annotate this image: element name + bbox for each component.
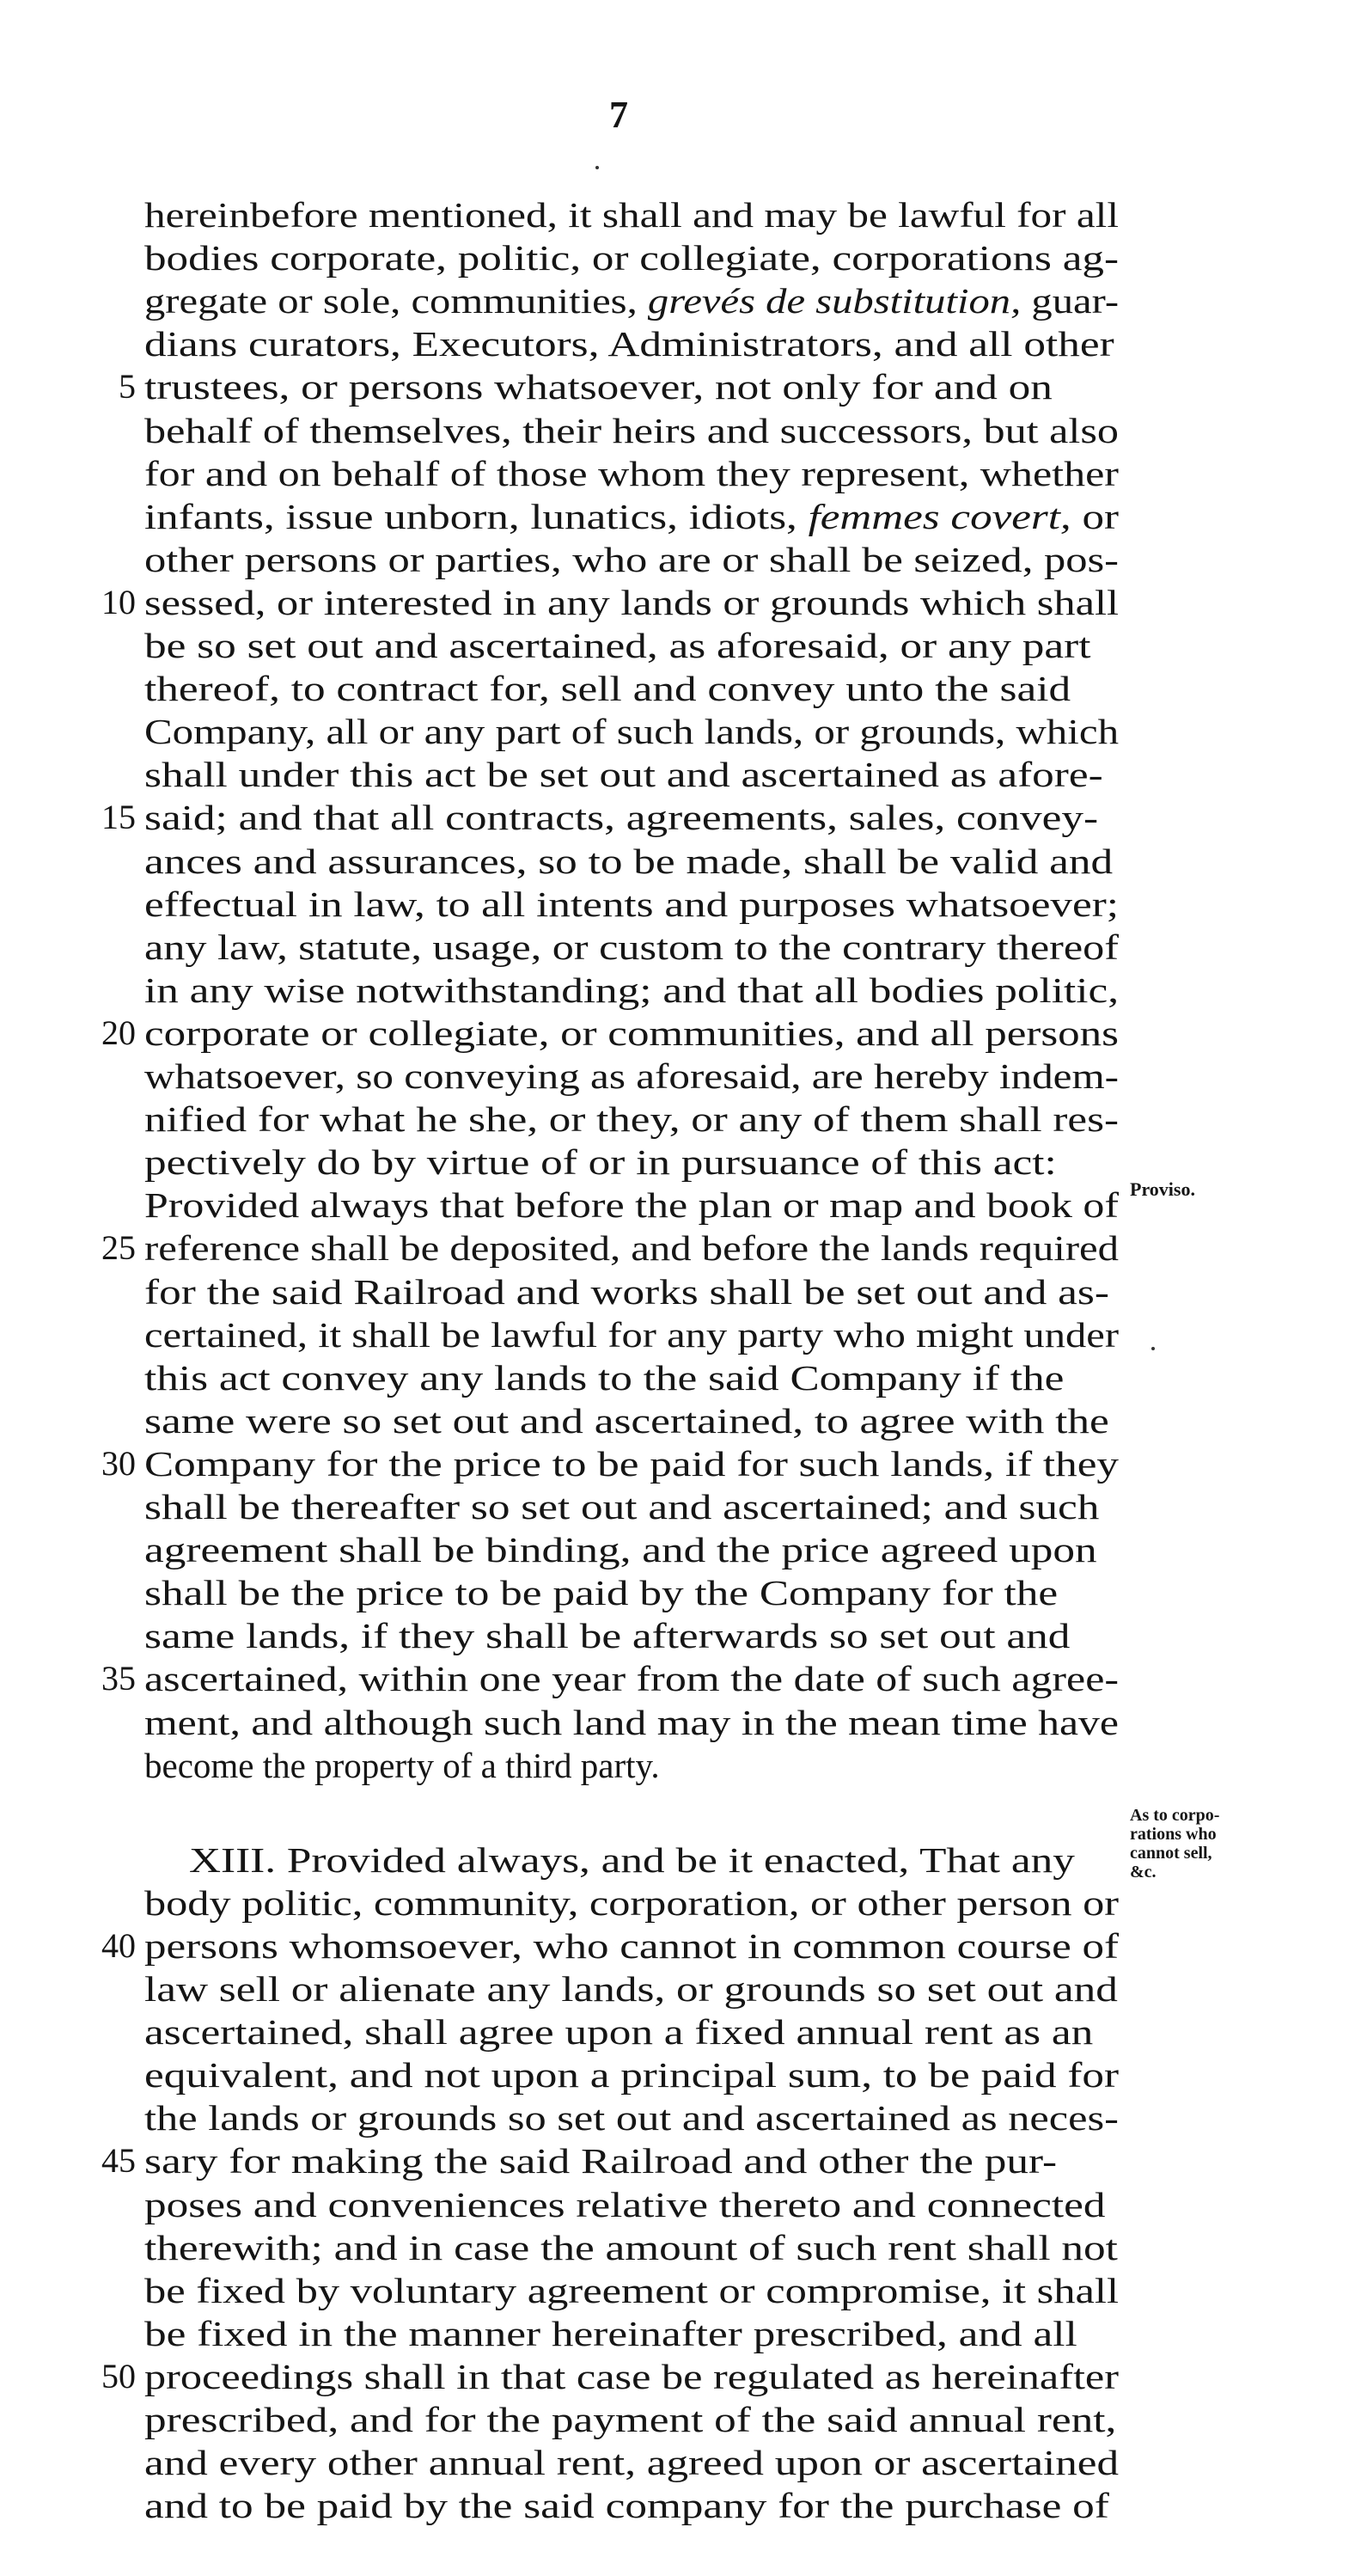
text-line xyxy=(189,1839,1119,1882)
margin-note-line: Proviso. xyxy=(1130,1178,1195,1200)
text-segment: shall be thereafter so set out and ascertained; and such xyxy=(144,1487,1100,1527)
text-segment: bodies corporate, politic, or collegiate, corporations ag- xyxy=(144,238,1119,278)
text-line xyxy=(144,409,1119,452)
text-line-content xyxy=(144,2355,1119,2398)
text-segment: for the said Railroad and works shall be set out and as- xyxy=(144,1271,1109,1312)
text-line xyxy=(144,581,1119,624)
text-line xyxy=(144,753,1119,796)
text-segment: be fixed by voluntary agreement or compromise, it shall xyxy=(144,2270,1119,2310)
text-line-content xyxy=(144,1485,1099,1528)
print-speck xyxy=(1151,1347,1155,1350)
text-segment: be fixed in the manner hereinafter prescribed, and all xyxy=(144,2313,1077,2353)
margin-note-line: As to corpo- xyxy=(1130,1806,1220,1825)
text-line xyxy=(144,1485,1119,1528)
text-segment: poses and conveniences relative thereto and connected xyxy=(144,2184,1106,2224)
text-line-content xyxy=(144,710,1119,753)
text-line-content xyxy=(144,1924,1119,1967)
text-line xyxy=(144,1184,1119,1227)
text-segment: Company, all or any part of such lands, or grounds, which xyxy=(144,712,1120,752)
text-line xyxy=(144,1055,1119,1098)
text-line-content xyxy=(144,538,1119,581)
text-segment: guar- xyxy=(1021,281,1120,321)
italic-text: grevés de substitution, xyxy=(647,281,1022,321)
text-line xyxy=(144,2269,1119,2312)
text-segment: ascertained, shall agree upon a fixed annual rent as an xyxy=(144,2012,1094,2053)
text-line-content xyxy=(144,2484,1109,2527)
text-line xyxy=(144,2010,1119,2053)
text-line xyxy=(144,1227,1119,1270)
text-segment: XIII. Provided always, and be it enacted, That any xyxy=(189,1839,1075,1880)
margin-note-line: cannot sell, xyxy=(1130,1844,1212,1863)
text-line xyxy=(144,796,1119,839)
text-line xyxy=(144,1012,1119,1055)
line-number: 20 xyxy=(101,1013,136,1052)
text-line xyxy=(144,2484,1119,2527)
text-line xyxy=(144,1356,1119,1399)
text-line xyxy=(144,1701,1119,1744)
text-line-content xyxy=(144,193,1119,236)
margin-note-line: rations who xyxy=(1130,1825,1217,1844)
text-segment: dians curators, Executors, Administrators, and all other xyxy=(144,324,1114,364)
line-number: 25 xyxy=(101,1228,136,1268)
text-line-content xyxy=(144,1141,1057,1184)
text-segment: shall under this act be set out and ascertained as afore- xyxy=(144,755,1103,795)
text-line xyxy=(144,2355,1119,2398)
text-segment: law sell or alienate any lands, or grounds so set out and xyxy=(144,1969,1118,2009)
text-line xyxy=(144,236,1119,279)
text-line xyxy=(144,1141,1119,1184)
text-line-content xyxy=(144,926,1119,969)
text-line-content xyxy=(144,1098,1119,1141)
text-line-content xyxy=(144,1657,1119,1700)
text-line xyxy=(144,710,1119,753)
text-line-content xyxy=(144,365,1053,408)
text-line xyxy=(144,1313,1119,1356)
text-line xyxy=(144,538,1119,581)
text-line-content xyxy=(144,2053,1119,2096)
text-line xyxy=(144,452,1119,495)
text-segment: or xyxy=(1071,496,1119,536)
text-line-content xyxy=(144,1184,1119,1227)
text-segment: corporate or collegiate, or communities, and all persons xyxy=(144,1013,1120,1053)
text-line xyxy=(144,2226,1119,2269)
line-number: 50 xyxy=(101,2356,136,2395)
text-segment: therewith; and in case the amount of such rent shall not xyxy=(144,2227,1118,2267)
text-line xyxy=(144,2096,1119,2139)
text-segment: Company for the price to be paid for such lands, if they xyxy=(144,1443,1120,1484)
text-segment: thereof, to contract for, sell and convey unto the said xyxy=(144,669,1071,709)
text-line xyxy=(144,322,1119,365)
text-segment: the lands or grounds so set out and ascertained as neces- xyxy=(144,2098,1119,2139)
text-line xyxy=(144,969,1119,1012)
text-line-content xyxy=(144,624,1090,667)
text-segment: be so set out and ascertained, as aforesaid, or any part xyxy=(144,626,1091,665)
text-segment: infants, issue unborn, lunatics, idiots, xyxy=(144,496,809,536)
text-line xyxy=(144,1270,1119,1313)
text-line-content xyxy=(144,1055,1119,1098)
text-segment: prescribed, and for the payment of the said annual rent, xyxy=(144,2400,1117,2439)
text-segment: same lands, if they shall be afterwards so set out and xyxy=(144,1616,1071,1656)
text-segment: sessed, or interested in any lands or grounds which shall xyxy=(144,582,1120,622)
text-line xyxy=(144,1744,1119,1787)
text-segment: proceedings shall in that case be regulated as hereinafter xyxy=(144,2356,1120,2396)
text-segment: same were so set out and ascertained, to agree with the xyxy=(144,1400,1109,1441)
text-line-content xyxy=(144,1227,1119,1270)
text-line xyxy=(144,1882,1119,1924)
text-segment: persons whomsoever, who cannot in common course of xyxy=(144,1925,1119,1966)
text-line xyxy=(144,840,1119,883)
text-line xyxy=(144,1657,1119,1700)
text-line xyxy=(144,1399,1119,1442)
text-line xyxy=(144,279,1119,322)
text-line xyxy=(144,1924,1119,1967)
text-segment: other persons or parties, who are or shall be seized, pos- xyxy=(144,539,1120,579)
text-segment: ascertained, within one year from the date of such agree- xyxy=(144,1659,1120,1699)
text-line-content xyxy=(144,2226,1118,2269)
margin-note-corporations xyxy=(1130,1806,1302,1882)
text-segment: whatsoever, so conveying as aforesaid, are hereby indem- xyxy=(144,1056,1120,1096)
text-line-content xyxy=(144,1571,1058,1614)
text-line-content xyxy=(144,1882,1119,1924)
text-line xyxy=(144,624,1119,667)
text-segment: and to be paid by the said company for the purchase of xyxy=(144,2486,1109,2526)
text-line-content xyxy=(144,796,1098,839)
text-line xyxy=(144,1571,1119,1614)
text-line-content xyxy=(144,1701,1119,1744)
text-line-content xyxy=(144,1356,1064,1399)
text-line-content xyxy=(144,1614,1070,1657)
text-line-content xyxy=(144,883,1119,926)
text-segment: equivalent, and not upon a principal sum, to be paid for xyxy=(144,2055,1120,2096)
text-segment: ment, and although such land may in the mean time have xyxy=(144,1702,1119,1742)
text-line-content xyxy=(144,1528,1097,1571)
text-line xyxy=(144,1098,1119,1141)
text-line-content xyxy=(144,667,1071,710)
line-number: 15 xyxy=(101,798,136,837)
text-line-content xyxy=(144,1399,1109,1442)
text-line-content xyxy=(144,452,1119,495)
text-line-content xyxy=(144,840,1113,883)
text-line-content xyxy=(144,969,1119,1012)
margin-note-proviso xyxy=(1130,1180,1302,1199)
text-segment: said; and that all contracts, agreements, sales, convey- xyxy=(144,798,1099,838)
text-line xyxy=(144,2139,1119,2182)
text-segment: agreement shall be binding, and the price agreed upon xyxy=(144,1530,1097,1570)
text-line-content xyxy=(144,2183,1105,2226)
text-line-content xyxy=(144,1313,1119,1356)
text-line xyxy=(144,193,1119,236)
text-segment: in any wise notwithstanding; and that all bodies politic, xyxy=(144,970,1120,1010)
text-segment: become the property of a third party. xyxy=(144,1745,660,1785)
italic-text: femmes covert, xyxy=(808,496,1071,536)
text-segment: Provided always that before the plan or map and book of xyxy=(144,1185,1120,1226)
text-segment: behalf of themselves, their heirs and successors, but also xyxy=(144,410,1119,450)
text-line-content xyxy=(144,279,1119,322)
text-segment: ances and assurances, so to be made, shall be valid and xyxy=(144,841,1114,881)
text-line-content xyxy=(144,495,1119,538)
text-line xyxy=(144,1442,1119,1485)
text-segment: trustees, or persons whatsoever, not only for and on xyxy=(144,367,1053,407)
text-line xyxy=(144,2183,1119,2226)
text-line-content xyxy=(144,322,1114,365)
text-line xyxy=(144,883,1119,926)
margin-note-line: &c. xyxy=(1130,1863,1157,1882)
text-segment: pectively do by virtue of or in pursuance of this act: xyxy=(144,1142,1057,1183)
text-segment: this act convey any lands to the said Company if the xyxy=(144,1357,1065,1398)
text-line xyxy=(144,2053,1119,2096)
text-line xyxy=(144,2312,1119,2355)
text-line-content xyxy=(144,2096,1119,2139)
text-line-content xyxy=(144,2441,1119,2484)
text-line xyxy=(144,1528,1119,1571)
line-number: 10 xyxy=(101,582,136,621)
text-segment: and every other annual rent, agreed upon or ascertained xyxy=(144,2443,1120,2483)
text-line xyxy=(144,365,1119,408)
text-line-content xyxy=(144,409,1119,452)
text-line xyxy=(144,2398,1119,2441)
text-segment: reference shall be deposited, and before the lands required xyxy=(144,1228,1119,1269)
text-line-content xyxy=(144,1270,1109,1313)
text-line xyxy=(144,1967,1119,2010)
text-line-content xyxy=(144,1442,1119,1485)
text-line-content xyxy=(144,1744,660,1787)
text-line-content xyxy=(144,2139,1057,2182)
text-line xyxy=(144,926,1119,969)
line-number: 5 xyxy=(119,367,136,407)
text-line-content xyxy=(144,2398,1116,2441)
line-number: 40 xyxy=(101,1925,136,1965)
text-segment: effectual in law, to all intents and purposes whatsoever; xyxy=(144,884,1119,924)
text-line xyxy=(144,495,1119,538)
text-line-content xyxy=(144,581,1119,624)
text-line-content xyxy=(144,753,1103,796)
text-line-content xyxy=(144,1967,1118,2010)
text-segment: shall be the price to be paid by the Company for the xyxy=(144,1573,1059,1613)
text-segment: for and on behalf of those whom they represent, whether xyxy=(144,453,1119,493)
text-segment: certained, it shall be lawful for any party who might under xyxy=(144,1314,1119,1355)
text-line-content xyxy=(144,2312,1077,2355)
text-segment: body politic, community, corporation, or other person or xyxy=(144,1882,1119,1923)
page-number: 7 xyxy=(609,94,628,136)
text-segment: sary for making the said Railroad and other the pur- xyxy=(144,2141,1058,2181)
text-line-content xyxy=(144,236,1119,279)
text-line-content xyxy=(144,2269,1119,2312)
line-number: 35 xyxy=(101,1659,136,1698)
text-line xyxy=(144,1614,1119,1657)
text-segment: nified for what he she, or they, or any of them shall res- xyxy=(144,1099,1119,1140)
text-line-content xyxy=(144,1012,1119,1055)
text-line-content xyxy=(144,2010,1093,2053)
print-speck xyxy=(595,166,599,169)
text-line-content xyxy=(189,1839,1075,1882)
text-segment: hereinbefore mentioned, it shall and may be lawful for all xyxy=(144,195,1120,235)
text-segment: gregate or sole, communities, xyxy=(144,281,648,321)
text-line xyxy=(144,2441,1119,2484)
line-number: 45 xyxy=(101,2141,136,2181)
text-line xyxy=(144,667,1119,710)
line-number: 30 xyxy=(101,1443,136,1483)
text-segment: any law, statute, usage, or custom to the contrary thereof xyxy=(144,927,1119,967)
